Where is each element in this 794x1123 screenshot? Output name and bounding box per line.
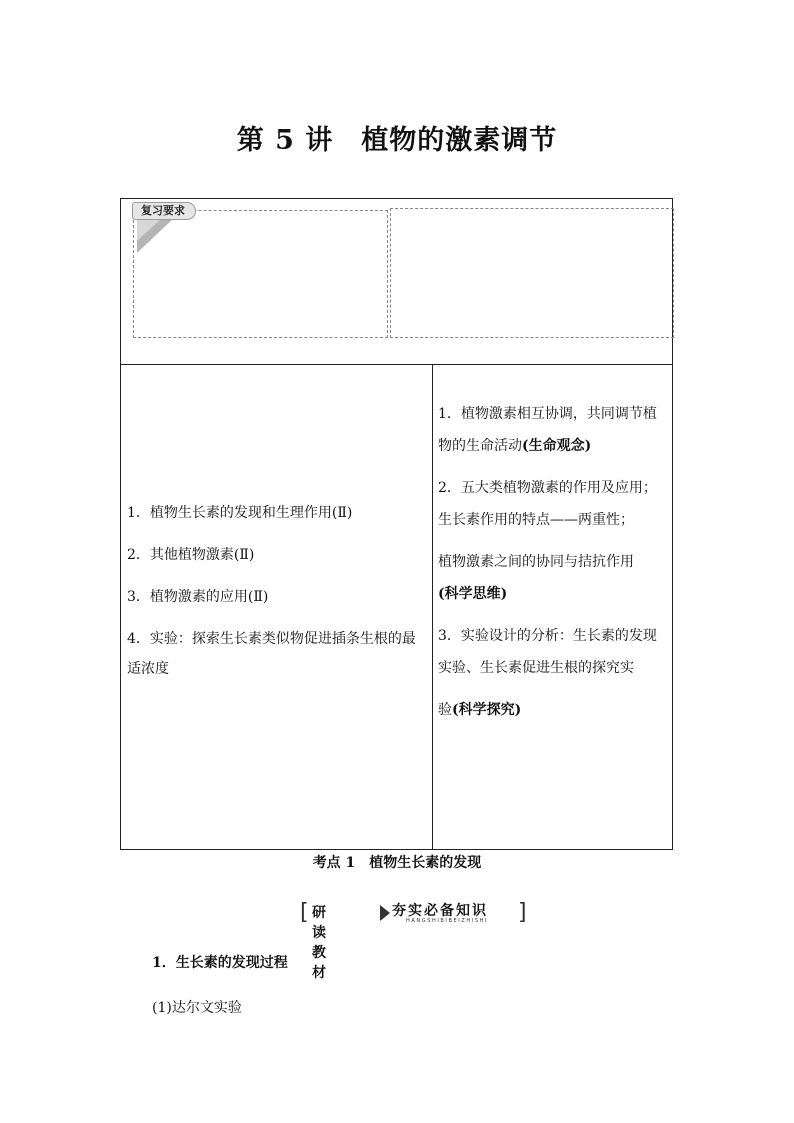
right-item-2: 2．五大类植物激素的作用及应用；生长素作用的特点——两重性； [438, 480, 657, 528]
left-item: 4．实验：探索生长素类似物促进插条生根的最适浓度 [127, 631, 416, 677]
right-column [438, 398, 670, 736]
right-item-3: 3．实验设计的分析：生长素的发现实验、生长素促进生根的探究实 [438, 628, 657, 676]
page-title: 第 5 讲 植物的激素调节 [236, 125, 558, 156]
right-item-1-text: 1．植物激素相互协调，共同调节植物的生命活动 [438, 406, 657, 454]
left-item: 2．其他植物激素(Ⅱ) [127, 547, 255, 563]
section-heading: 考点 1 植物生长素的发现 [312, 855, 482, 871]
corner-triangle-icon [137, 217, 177, 255]
right-item-3b [438, 694, 670, 726]
core-literacy-tag: (生命观念) [522, 438, 592, 454]
subheading-1: 1．生长素的发现过程 [152, 955, 288, 971]
right-item-2b-text: 植物激素之间的协同与拮抗作用 [438, 554, 634, 570]
bracket-left-icon: [ [300, 900, 309, 925]
bracket-right-icon: ] [518, 900, 527, 925]
right-item-1 [438, 398, 670, 462]
core-literacy-tag: (科学思维) [438, 586, 508, 602]
review-requirements-tab: 复习要求 [132, 202, 196, 220]
right-item-3b-text: 验 [438, 702, 452, 718]
core-literacy-tag: (科学探究) [452, 702, 522, 718]
left-item: 1．植物生长素的发现和生理作用(Ⅱ) [127, 505, 353, 521]
left-column [127, 498, 422, 696]
banner-pinyin: HANGSHIBIBEIZHISHI [406, 918, 489, 924]
banner-right-label: 夯实必备知识 [392, 903, 488, 919]
right-item-2b [438, 546, 670, 610]
banner-left-label: 研读教材 [312, 905, 327, 981]
left-item: 3．植物激素的应用(Ⅱ) [127, 589, 269, 605]
table-divider-vertical [432, 364, 433, 849]
table-divider-horizontal [121, 364, 672, 365]
review-dashed-box-right [390, 208, 674, 338]
subheading-2: (1)达尔文实验 [152, 1000, 242, 1016]
banner-right [392, 900, 522, 926]
arrow-right-icon [380, 905, 390, 921]
